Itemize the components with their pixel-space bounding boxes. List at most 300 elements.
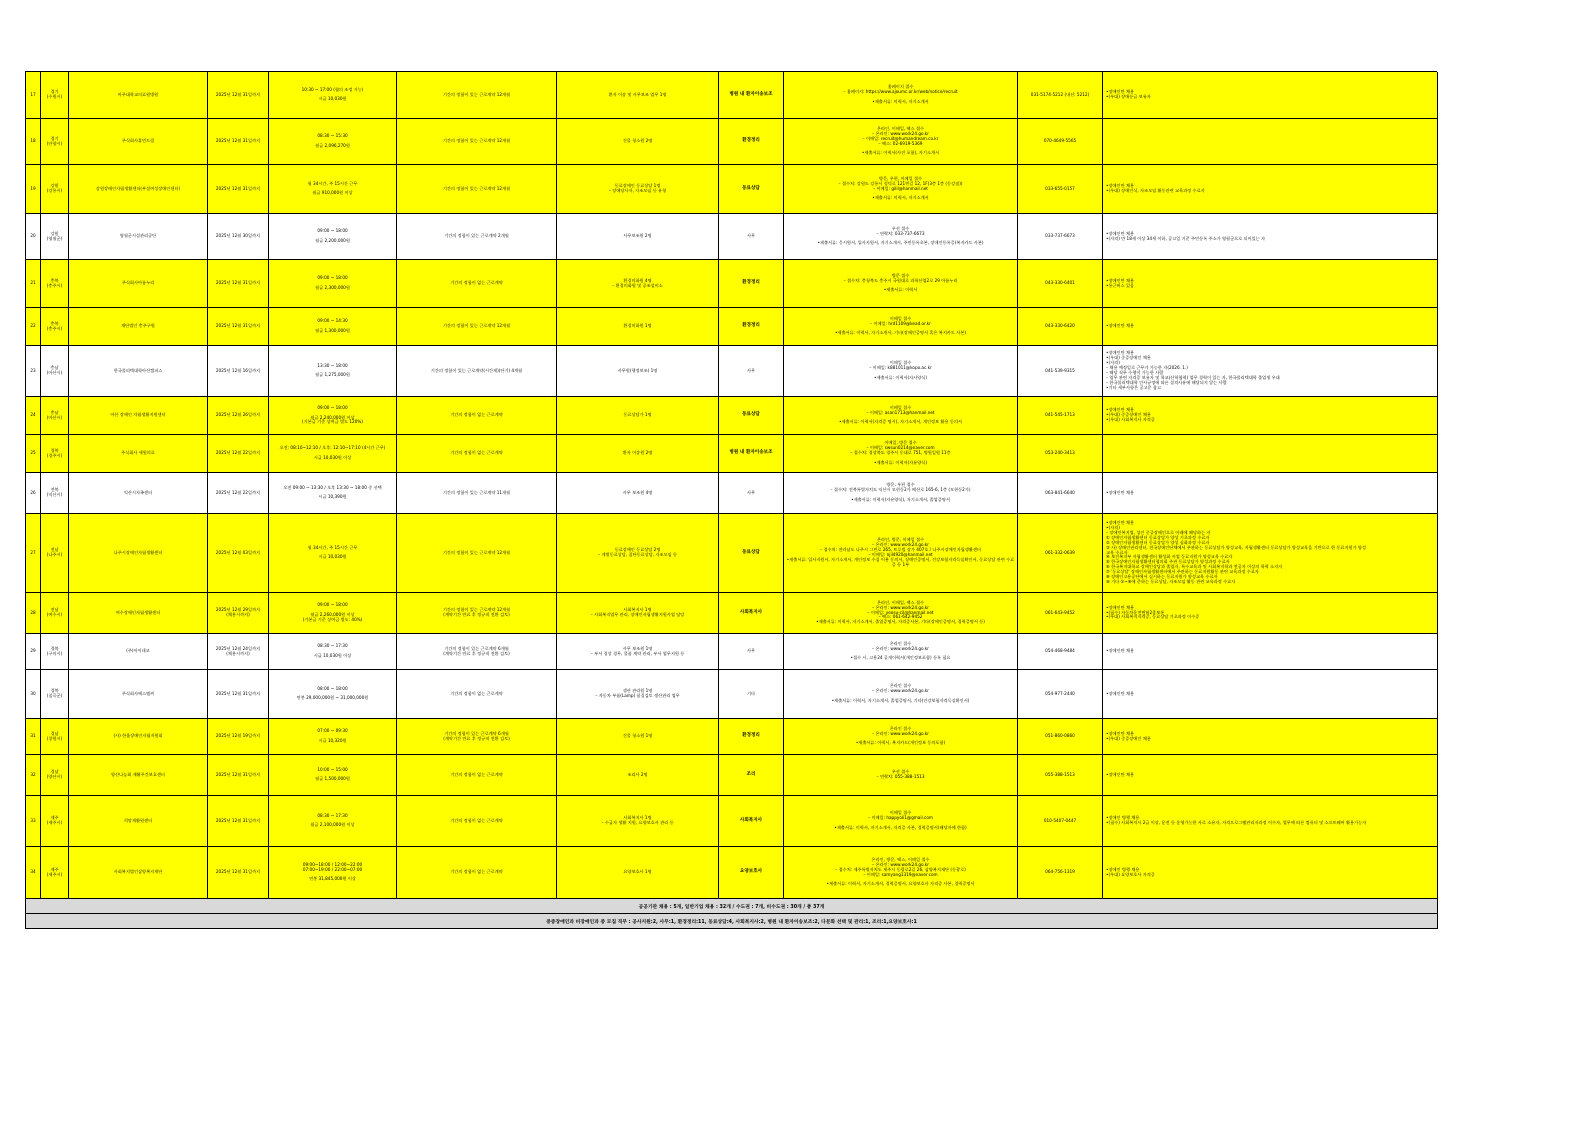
work-hours-pay-text: 08:30 ~ 17:30 시급 10,030원 이상 — [313, 643, 352, 658]
organization-text: 한국폴리텍대학아산캠퍼스 — [113, 367, 163, 373]
deadline-text: 2025년 12월 19일까지 — [215, 733, 261, 739]
organization-text: 주식회사휴먼드림 — [121, 138, 155, 144]
phone-cell — [1018, 719, 1103, 755]
phone-text: 033-737-6673 — [1045, 233, 1075, 239]
row-number-text: 30 — [30, 690, 36, 696]
application-method-text: 이메일 접수 – 이메일: hrd1109@kead.or.kr •제출서류: 이력서, 자기소개서, 기타(장애인증명서 혹은 복지카드 사본) — [834, 315, 967, 336]
deadline-text: 2025년 12월 31일까지 — [215, 323, 261, 329]
work-hours-pay-text: 09:00 ~ 18:00 월급 2,300,000원 — [315, 275, 350, 290]
contract-type-text: 기간의 정함이 있는 근로계약 6개월 (계약기간 만료 후 정규직 전환 검토) — [443, 645, 510, 656]
job-category-cell — [719, 755, 784, 796]
region-cell — [41, 214, 69, 260]
job-position-text: 요양보호사 1명 — [623, 869, 652, 875]
contract-type-text: 기간의 정함이 없는 근로계약 — [450, 450, 503, 456]
phone-text: 070-4649-5565 — [1043, 138, 1077, 144]
region-text: 충북 (충주시) — [46, 277, 63, 288]
row-number-text: 22 — [30, 323, 36, 329]
application-method-text: 이메일 접수 – 이메일: happyoli1@gmail.com •제출서류: 이력서, 자기소개서, 자격증 사본, 경력증명서(해당자에 한함) — [834, 810, 967, 830]
deadline-cell — [208, 634, 269, 670]
phone-text: 043-330-6401 — [1045, 280, 1075, 286]
job-position-text: 사무보조원 2명 — [623, 233, 652, 239]
phone-text: 061-643-9452 — [1045, 609, 1075, 615]
application-method-cell — [784, 346, 1018, 397]
notes-text: •장애인만 채용 — [1106, 323, 1135, 329]
application-method-cell — [784, 119, 1018, 165]
organization-cell — [69, 719, 208, 755]
row-number-cell — [26, 670, 41, 719]
job-category-text: 요양보호사 — [739, 869, 763, 875]
work-hours-pay-cell — [269, 165, 397, 214]
row-number-text: 28 — [30, 609, 36, 615]
organization-cell — [69, 165, 208, 214]
organization-text: 여수장애인자립생활센터 — [115, 609, 161, 615]
organization-text: (주)아이데코 — [126, 648, 150, 654]
notes-text: •장애인만 채용 •통근버스 있음 — [1106, 277, 1135, 288]
contract-type-text: 기간의 정함이 있는 근로계약 12개월 — [442, 185, 511, 191]
contract-type-text: 기간의 정함이 있는 근로계약 12개월 — [442, 138, 511, 144]
job-position-cell — [557, 346, 719, 397]
job-position-text: 환자 이송원 2명 — [622, 450, 653, 456]
phone-cell — [1018, 514, 1103, 593]
notes-text: •장애인만 채용 — [1106, 690, 1135, 696]
deadline-text: 2025년 12월 31일까지 — [215, 91, 261, 97]
deadline-text: 2025년 12월 31일까지 — [215, 185, 261, 191]
phone-cell — [1018, 214, 1103, 260]
job-category-cell — [719, 514, 784, 593]
work-hours-pay-text: 13:30 ~ 18:00 월급 1,275,000원 — [315, 362, 350, 378]
work-hours-pay-text: 월 34시간, 주 15시간 근무 월급 910,000원 이상 — [307, 180, 358, 196]
row-number-text: 17 — [30, 91, 36, 97]
application-method-cell — [784, 72, 1018, 119]
deadline-text: 2025년 12월 31일까지 — [215, 280, 261, 286]
job-category-text: 사무 — [746, 489, 756, 495]
job-category-cell — [719, 634, 784, 670]
contract-type-text: 기간의 정함이 없는 근로계약 — [450, 412, 503, 418]
region-cell — [41, 593, 69, 634]
row-number-cell — [26, 473, 41, 514]
application-method-cell — [784, 593, 1018, 634]
organization-text: 나주시장애인자립생활센터 — [113, 549, 163, 555]
organization-cell — [69, 214, 208, 260]
job-position-text: 생산 관리원 1명 – 자동차 부품(Lamp) 품질검토 생산관리 업무 — [595, 688, 680, 698]
contract-type-text: 기간의 정함이 없는 근로계약 — [450, 869, 503, 875]
row-number-text: 34 — [30, 869, 36, 875]
application-method-cell — [784, 847, 1018, 899]
job-category-text: 동료상담 — [742, 549, 760, 555]
work-hours-pay-cell — [269, 514, 397, 593]
phone-text: 033-655-0157 — [1045, 185, 1075, 191]
region-cell — [41, 755, 69, 796]
job-position-cell — [557, 260, 719, 308]
work-hours-pay-text: 10:00 ~ 15:00 월급 1,500,000원 — [315, 766, 350, 782]
application-method-text: 방문 접수 – 접수처: 충청북도 충주시 국원대로 과학산업2로 29 아름누리 •제출서류: 이력서 — [843, 272, 958, 293]
phone-cell — [1018, 435, 1103, 473]
organization-text: 주식회사아름누리 — [121, 280, 155, 286]
phone-text: 043-330-6420 — [1045, 323, 1075, 329]
summary-row — [26, 899, 1438, 914]
phone-cell — [1018, 847, 1103, 899]
job-position-cell — [557, 847, 719, 899]
job-position-text: 건물 청소원 1명 — [622, 733, 653, 739]
application-method-text: 온라인, 이메일, 팩스 접수 – 온라인: www.work24.go.kr – 이메일: recruit@humandream.co.kr – 팩스: 02-6919-5369 •제출서류: 이력서(사진 포함), 자기소개서 — [861, 125, 940, 156]
work-hours-pay-cell — [269, 435, 397, 473]
job-position-cell — [557, 165, 719, 214]
job-position-cell — [557, 670, 719, 719]
application-method-cell — [784, 214, 1018, 260]
application-method-text: 온라인, 방문, 이메일 접수 – 온라인: www.work24.go.kr – 접수처: 전라남도 나주시 그린로 265, 트루빌 상가 407호 / 나주시장애인자립생활센터 – 이메일: njil4920@hanmail.net •제출서류: 입사지원서, 자기소개서, 개인정보 수집 이용 동의서, 장애인증명서, 건강보험자격득실확인서, 동료상담 관련 수료증 등 1부 — [786, 537, 1015, 567]
application-method-cell — [784, 473, 1018, 514]
notes-cell — [1103, 796, 1438, 847]
job-position-text: 사무 보조원 4명 — [622, 489, 653, 495]
contract-type-cell — [397, 755, 557, 796]
job-position-text: 동료장애인 동료상담 2명 – 개별동료상담, 집단동료상담, 자조모임 등 — [598, 547, 677, 557]
notes-cell — [1103, 719, 1438, 755]
notes-text: •장애인만 채용 •(필수) 자동차운전면허2종보통 •(우대) 사회복지자격증, 동료상담 기초과정 이수증 — [1106, 604, 1200, 620]
row-number-cell — [26, 435, 41, 473]
job-category-text: 사회복지사 — [739, 609, 763, 615]
notes-text: •장애인만 채용 •(우대) 중증장애인 채용 — [1106, 730, 1151, 741]
work-hours-pay-cell — [269, 346, 397, 397]
application-method-cell — [784, 435, 1018, 473]
organization-cell — [69, 796, 208, 847]
application-method-cell — [784, 260, 1018, 308]
row-number-text: 27 — [30, 549, 36, 555]
organization-cell — [69, 308, 208, 346]
phone-cell — [1018, 473, 1103, 514]
deadline-cell — [208, 119, 269, 165]
deadline-text: 2025년 12월 31일까지 — [215, 690, 261, 696]
job-position-cell — [557, 308, 719, 346]
region-cell — [41, 260, 69, 308]
phone-cell — [1018, 670, 1103, 719]
organization-text: 강원장애인자립생활센터(부설여성장애인센터) — [95, 185, 181, 191]
deadline-cell — [208, 719, 269, 755]
contract-type-cell — [397, 514, 557, 593]
phone-text: 064-756-1319 — [1045, 869, 1075, 875]
contract-type-cell — [397, 72, 557, 119]
summary-text: 공공기관 채용 : 5개, 일반기업 채용 : 32개 / 수도권 : 7개, 비수도권 : 30개 / 총 37개 — [638, 904, 825, 910]
region-text: 전북 (익산시) — [46, 487, 63, 497]
job-position-text: 사무원(행정보조) 1명 — [617, 367, 658, 373]
work-hours-pay-cell — [269, 670, 397, 719]
deadline-cell — [208, 435, 269, 473]
contract-type-text: 기간의 정함이 있는 근로계약 12개월 — [442, 323, 511, 329]
job-position-text: 동료상담가 1명 — [623, 412, 652, 418]
contract-type-cell — [397, 346, 557, 397]
contract-type-text: 기간의 정함이 없는 근로계약 — [450, 280, 503, 286]
work-hours-pay-cell — [269, 72, 397, 119]
deadline-cell — [208, 593, 269, 634]
job-category-text: 사무 — [746, 648, 756, 654]
deadline-text: 2025년 12월 16일까지 — [215, 367, 261, 373]
phone-text: 063-841-6640 — [1045, 489, 1075, 495]
notes-cell — [1103, 634, 1438, 670]
job-category-cell — [719, 796, 784, 847]
notes-cell — [1103, 473, 1438, 514]
notes-cell — [1103, 435, 1438, 473]
work-hours-pay-cell — [269, 847, 397, 899]
organization-text: 주식회사에스엠씨 — [121, 690, 155, 696]
job-category-cell — [719, 165, 784, 214]
job-position-cell — [557, 719, 719, 755]
organization-text: 영월군시설관리공단 — [119, 233, 157, 239]
notes-text: •장애인만 채용 •(우대) 중증장애인 채용 •(자격) – 채용 예정일로 근무가 가능한 자(2026. 1.) – 해당 직무 수행이 가능한 사람 – 업무 관련 자격증 보유자 및 학교(산학협력) 업무 경력이 있는 자, 한국폴리텍대학 졸업생 우대 – 한국폴리텍대학 인사규정에 따른 결격사유에 해당되지 않는 사람 •기타 세부사항은 공고문 참고 — [1106, 350, 1280, 390]
organization-text: 익산시자족센터 — [123, 489, 153, 495]
job-position-cell — [557, 72, 719, 119]
deadline-text: 2025년 12월 31일까지 — [215, 869, 261, 875]
work-hours-pay-cell — [269, 593, 397, 634]
job-category-text: 병원 내 환자이송보조 — [729, 91, 773, 97]
job-position-cell — [557, 634, 719, 670]
notes-cell — [1103, 514, 1438, 593]
phone-text: 031-5174-5212 (내선: 5212) — [1030, 91, 1090, 97]
row-number-text: 33 — [30, 817, 36, 823]
job-position-cell — [557, 755, 719, 796]
phone-cell — [1018, 755, 1103, 796]
organization-text: 사회복지법인삼양복지재단 — [113, 869, 163, 875]
region-cell — [41, 796, 69, 847]
deadline-cell — [208, 165, 269, 214]
job-category-cell — [719, 260, 784, 308]
job-category-text: 조리 — [746, 771, 756, 777]
job-category-cell — [719, 719, 784, 755]
region-text: 경남 (양산시) — [46, 769, 63, 779]
work-hours-pay-cell — [269, 397, 397, 435]
contract-type-cell — [397, 593, 557, 634]
application-method-cell — [784, 634, 1018, 670]
phone-text: 061-332-0639 — [1045, 549, 1075, 555]
row-number-cell — [26, 214, 41, 260]
phone-cell — [1018, 260, 1103, 308]
region-cell — [41, 308, 69, 346]
work-hours-pay-cell — [269, 719, 397, 755]
job-category-text: 환경정리 — [742, 733, 760, 739]
work-hours-pay-text: 09:00 ~ 18:00 월급 2,200,000원 — [315, 228, 350, 243]
contract-type-text: 기간의 정함이 없는 근로계약 — [450, 817, 503, 823]
notes-cell — [1103, 165, 1438, 214]
application-method-text: 방문, 우편 접수 – 접수처: 전북특별자치도 익산시 모현동2가 배산로 165-6, 1층 (모현동2가) •제출서류: 이력서(자유양식), 자기소개서, 졸업증명서 — [830, 482, 971, 502]
job-category-cell — [719, 214, 784, 260]
phone-text: 041-539-9315 — [1045, 367, 1075, 373]
deadline-cell — [208, 847, 269, 899]
job-position-text: 환경미화원 1명 — [623, 323, 652, 329]
row-number-text: 31 — [30, 733, 36, 739]
work-hours-pay-cell — [269, 796, 397, 847]
work-hours-pay-text: 09:00~18:00 / 12:00~22:00 07:00~19:00 / 22:00~07:00 연봉 31,845,000원 이상 — [302, 861, 363, 882]
job-category-text: 환경정리 — [742, 138, 760, 144]
phone-text: 054-468-9484 — [1045, 648, 1075, 654]
region-cell — [41, 634, 69, 670]
job-position-cell — [557, 473, 719, 514]
work-hours-pay-cell — [269, 119, 397, 165]
organization-cell — [69, 119, 208, 165]
application-method-text: 온라인 접수 – 온라인: www.work24.go.kr •접수 시, 고용24 공개이력서(개인정보포함) 등록 필요 — [850, 640, 951, 661]
region-cell — [41, 72, 69, 119]
contract-type-cell — [397, 308, 557, 346]
job-position-text: 사무 보조원 1명 – 부서 경상 경무, 물품 계약 관리, 부서 업무지원 등 — [590, 645, 685, 656]
row-number-text: 24 — [30, 412, 36, 418]
region-cell — [41, 346, 69, 397]
organization-cell — [69, 473, 208, 514]
row-number-cell — [26, 634, 41, 670]
contract-type-cell — [397, 260, 557, 308]
row-number-cell — [26, 260, 41, 308]
summary-text: 중증장애인과 비장애인과 중 모집 직무 : 공사지원:2, 사무:1, 환경정리:11, 동료상담:4, 사회복지사:2, 병원 내 환자이송보조:2, 다문화 선택 및 관리:1, 조리:1,요양보호사:1 — [546, 919, 917, 925]
organization-cell — [69, 847, 208, 899]
notes-text: •장애인만 채용 •(우대) 장애등급 보유자 — [1106, 89, 1151, 99]
row-number-text: 26 — [30, 489, 36, 495]
contract-type-text: 기간의 정함이 있는 근로계약 6개월 (계약기간 만료 후 정규직 전환 검토) — [443, 730, 510, 741]
region-cell — [41, 719, 69, 755]
job-position-text: 사회복지사 1명 – 사회복지업무 관리, 장애인자립생활지원사업 담당 — [590, 607, 685, 617]
deadline-cell — [208, 670, 269, 719]
application-method-cell — [784, 755, 1018, 796]
organization-text: 희망재활원센터 — [123, 817, 153, 823]
deadline-cell — [208, 796, 269, 847]
region-text: 경북 (구미시) — [46, 645, 63, 656]
deadline-cell — [208, 514, 269, 593]
application-method-cell — [784, 165, 1018, 214]
job-position-cell — [557, 593, 719, 634]
row-number-cell — [26, 514, 41, 593]
row-number-cell — [26, 72, 41, 119]
job-category-cell — [719, 847, 784, 899]
organization-text: 재단법인 충주구원 — [121, 323, 155, 329]
row-number-text: 25 — [30, 450, 36, 456]
job-position-text: 조리사 2명 — [627, 771, 648, 777]
row-number-cell — [26, 397, 41, 435]
summary-row — [26, 914, 1438, 929]
work-hours-pay-text: 09:00 ~ 18:00 월급 2,240,000원 이상 (기본급 기준 상여금 별도 120%) — [301, 404, 363, 425]
region-cell — [41, 397, 69, 435]
application-method-text: 홈페이지 접수 – 홈페이지: https://www.ajoumc.or.kr/web/notice/recruit •제출서류: 이력서, 자기소개서 — [843, 84, 958, 104]
region-cell — [41, 670, 69, 719]
row-number-text: 20 — [30, 233, 36, 239]
notes-text: •장애인만 채용 •(우대) 장애인식, 자조모임 활동관련 교육과정 수료자 — [1106, 183, 1205, 193]
organization-cell — [69, 435, 208, 473]
job-position-cell — [557, 796, 719, 847]
deadline-text: 2025년 12월 22일까지 — [215, 450, 261, 456]
notes-cell — [1103, 308, 1438, 346]
region-text: 제주 (제주시) — [46, 815, 63, 825]
row-number-text: 18 — [30, 138, 36, 144]
notes-cell — [1103, 397, 1438, 435]
job-position-cell — [557, 214, 719, 260]
contract-type-text: 기간의 정함이 없는 근로계약 — [450, 771, 503, 777]
notes-text: •장애인만 채용 •(자격) 만 18세 이상 34세 이하, 공고일 기준 주민등록 주소가 영월군으로 되어있는 자 — [1106, 230, 1266, 241]
phone-text: 053-240-3413 — [1045, 450, 1075, 456]
application-method-cell — [784, 796, 1018, 847]
region-text: 경기 (안양시) — [46, 135, 63, 146]
organization-cell — [69, 634, 208, 670]
region-cell — [41, 473, 69, 514]
contract-type-text: 기간의 정함이 있는 근로계약 12개월 — [442, 549, 511, 555]
application-method-text: 온라인, 이메일, 팩스 접수 – 온라인: www.work24.go.kr – 이메일: yeosu-cil@hanmail.net – 팩스: 061-642-9452 •제출서류: 이력서, 자기소개서, 졸업증명서, 자격증사본, 기타(장애인증명서, 경력증명서 등) — [816, 599, 985, 625]
job-category-cell — [719, 308, 784, 346]
job-position-text: 환자 이송 및 사무보조 업무 1명 — [608, 91, 667, 97]
notes-text: •장애인 병행 채용 •(필수) 사회복지사 2급 이상, 운전 등 운영가능한 자로 소유자, 자격프로그램관리자과정 이수자, 업무에 따른 컴퓨터 및 소프트웨어 활용가능자 — [1106, 815, 1367, 825]
job-category-text: 동료상담 — [742, 412, 760, 418]
job-position-cell — [557, 397, 719, 435]
contract-type-cell — [397, 670, 557, 719]
region-cell — [41, 435, 69, 473]
organization-cell — [69, 346, 208, 397]
region-text: 충남 (아산시) — [46, 365, 63, 375]
region-text: 제주 (제주시) — [46, 866, 63, 877]
contract-type-cell — [397, 214, 557, 260]
job-category-text: 사회복지사 — [739, 817, 763, 823]
organization-cell — [69, 514, 208, 593]
work-hours-pay-text: 08:00 ~ 18:00 연봉 29,000,000원 ~ 31,000,000원 — [296, 685, 369, 701]
deadline-text: 2025년 12월 31일까지 — [215, 138, 261, 144]
region-text: 경남 (창원시) — [46, 730, 63, 741]
region-text: 경북 (경주시) — [46, 447, 63, 458]
notes-cell — [1103, 593, 1438, 634]
work-hours-pay-text: 09:00 ~ 18:00 월급 2,260,000원 이상 (기본급 기준 상여금 별도: 40%) — [302, 602, 363, 622]
region-text: 경기 (수원시) — [46, 89, 63, 99]
region-cell — [41, 165, 69, 214]
notes-cell — [1103, 260, 1438, 308]
application-method-cell — [784, 308, 1018, 346]
deadline-cell — [208, 72, 269, 119]
phone-cell — [1018, 119, 1103, 165]
notes-cell — [1103, 214, 1438, 260]
notes-cell — [1103, 670, 1438, 719]
contract-type-cell — [397, 473, 557, 514]
row-number-text: 23 — [30, 367, 36, 373]
job-position-text: 환경미화원 4명 – 환경미화원 및 공조설비소 — [612, 277, 663, 288]
row-number-cell — [26, 165, 41, 214]
region-text: 강원 (영월군) — [46, 230, 63, 241]
application-method-text: 이메일 접수 – 이메일: asan1713@hanmail.net •제출서류: 이력서(자격증 명시), 자기소개서, 개인정보 활용 동의서 — [839, 404, 962, 425]
phone-cell — [1018, 72, 1103, 119]
work-hours-pay-cell — [269, 260, 397, 308]
phone-text: 054-977-2440 — [1045, 690, 1075, 696]
contract-type-cell — [397, 847, 557, 899]
application-method-text: 방문, 우편, 이메일 접수 – 접수처: 강원도 강릉시 성덕로 121번길 12, 1F(3층 1층 (동강점)) – 이메일: gilil@hanmail.net •제출서류: 이력서, 자기소개서 — [838, 175, 963, 201]
job-category-text: 병원 내 환자이송보조 — [729, 450, 773, 456]
application-method-cell — [784, 670, 1018, 719]
job-category-text: 환경정리 — [742, 323, 760, 329]
job-position-text: 사회복지사 1명 – 수급자 생활 지원, 요양보호사 관리 등 — [601, 815, 674, 825]
deadline-text: 2025년 12월 26일까지 — [215, 412, 261, 418]
organization-cell — [69, 670, 208, 719]
deadline-text: 2025년 12월 03일까지 — [215, 549, 261, 555]
deadline-cell — [208, 473, 269, 514]
job-category-cell — [719, 72, 784, 119]
work-hours-pay-cell — [269, 308, 397, 346]
notes-cell — [1103, 755, 1438, 796]
job-listing-table — [25, 71, 1437, 929]
application-method-cell — [784, 514, 1018, 593]
contract-type-cell — [397, 119, 557, 165]
row-number-cell — [26, 796, 41, 847]
deadline-text: 2025년 12월 31일까지 — [215, 817, 261, 823]
deadline-cell — [208, 214, 269, 260]
deadline-text: 2025년 12월 30일까지 — [215, 233, 261, 239]
row-number-text: 29 — [30, 648, 36, 654]
notes-text: •장애인만 채용 — [1106, 648, 1135, 654]
deadline-text: 2025년 12월 22일까지 — [215, 489, 261, 495]
job-position-cell — [557, 435, 719, 473]
deadline-cell — [208, 260, 269, 308]
notes-cell — [1103, 847, 1438, 899]
organization-text: 아산 장애인 자립생활지원센터 — [110, 412, 166, 418]
notes-cell — [1103, 346, 1438, 397]
phone-text: 051-860-0860 — [1045, 733, 1075, 739]
contract-type-cell — [397, 634, 557, 670]
row-number-cell — [26, 847, 41, 899]
